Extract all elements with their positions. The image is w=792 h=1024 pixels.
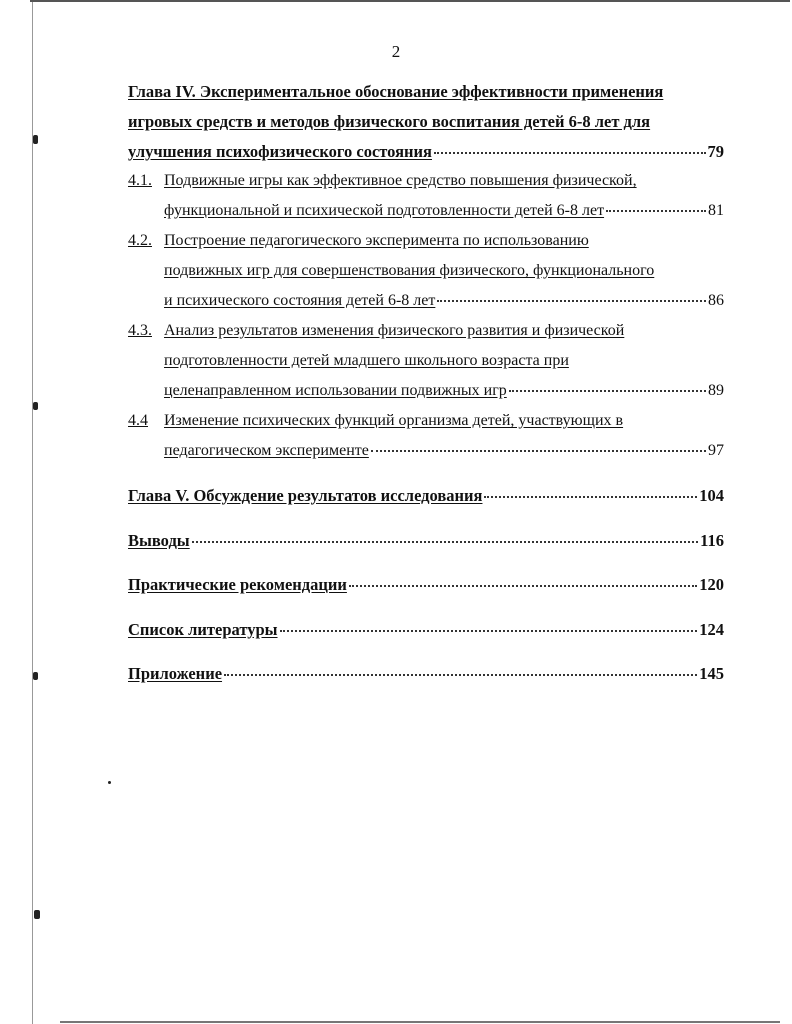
dot-leader (224, 674, 697, 676)
section-number: 4.4 (128, 412, 148, 429)
page-ref: 81 (708, 202, 724, 219)
dot-leader (371, 450, 706, 452)
scan-mark (33, 402, 38, 410)
page-ref: 89 (708, 382, 724, 399)
toc-references-entry[interactable]: Список литературы 124 (128, 620, 724, 639)
toc-appendix-entry[interactable]: Приложение 145 (128, 664, 724, 683)
toc-conclusions-entry[interactable]: Выводы 116 (128, 531, 724, 550)
toc-chapter4-line2: игровых средств и методов физического воспитания детей 6-8 лет для (128, 112, 651, 131)
scan-bottom-edge-line (60, 1021, 780, 1023)
scan-left-edge-line (32, 0, 33, 1024)
scan-mark (108, 781, 111, 784)
toc-section-4-3-line1: 4.3. Анализ результатов изменения физического развития и физической (128, 322, 625, 339)
page-ref: 97 (708, 442, 724, 459)
dot-leader (437, 300, 706, 302)
dot-leader (484, 496, 697, 498)
toc-section-4-1-line1: 4.1. Подвижные игры как эффективное средство повышения физической, (128, 172, 637, 189)
page-ref: 104 (699, 486, 724, 505)
scan-top-edge-line (30, 0, 790, 2)
dot-leader (434, 152, 706, 154)
toc-chapter5-entry[interactable]: Глава V. Обсуждение результатов исследования 104 (128, 486, 724, 505)
dot-leader (280, 630, 698, 632)
toc-section-4-4-entry[interactable]: педагогическом эксперименте 97 (164, 442, 724, 459)
section-number: 4.2. (128, 232, 152, 249)
section-number: 4.3. (128, 322, 152, 339)
scan-mark (34, 910, 40, 919)
dot-leader (192, 541, 698, 543)
dot-leader (509, 390, 706, 392)
toc-section-4-2-line2: подвижных игр для совершенствования физического, функционального (164, 262, 655, 279)
toc-chapter4-entry[interactable]: улучшения психофизического состояния 79 (128, 142, 724, 161)
toc-section-4-2-entry[interactable]: и психического состояния детей 6-8 лет 86 (164, 292, 724, 309)
section-number: 4.1. (128, 172, 152, 189)
toc-section-4-1-entry[interactable]: функциональной и психической подготовленности детей 6-8 лет 81 (164, 202, 724, 219)
toc-section-4-3-entry[interactable]: целенаправленном использовании подвижных игр 89 (164, 382, 724, 399)
toc-chapter4-line1: Глава IV. Экспериментальное обоснование эффективности применения (128, 82, 664, 101)
page-ref: 79 (707, 142, 724, 161)
scan-mark (33, 135, 38, 144)
page-ref: 124 (699, 620, 724, 639)
toc-section-4-3-line2: подготовленности детей младшего школьного возраста при (164, 352, 569, 369)
toc-section-4-2-line1: 4.2. Построение педагогического эксперимента по использованию (128, 232, 589, 249)
page-ref: 120 (699, 575, 724, 594)
dot-leader (349, 585, 697, 587)
page-ref: 145 (699, 664, 724, 683)
dot-leader (606, 210, 706, 212)
page-ref: 116 (700, 531, 724, 550)
toc-section-4-4-line1: 4.4 Изменение психических функций организма детей, участвующих в (128, 412, 624, 429)
page-ref: 86 (708, 292, 724, 309)
page-number: 2 (391, 42, 401, 61)
toc-recommendations-entry[interactable]: Практические рекомендации 120 (128, 575, 724, 594)
scan-mark (33, 672, 38, 680)
